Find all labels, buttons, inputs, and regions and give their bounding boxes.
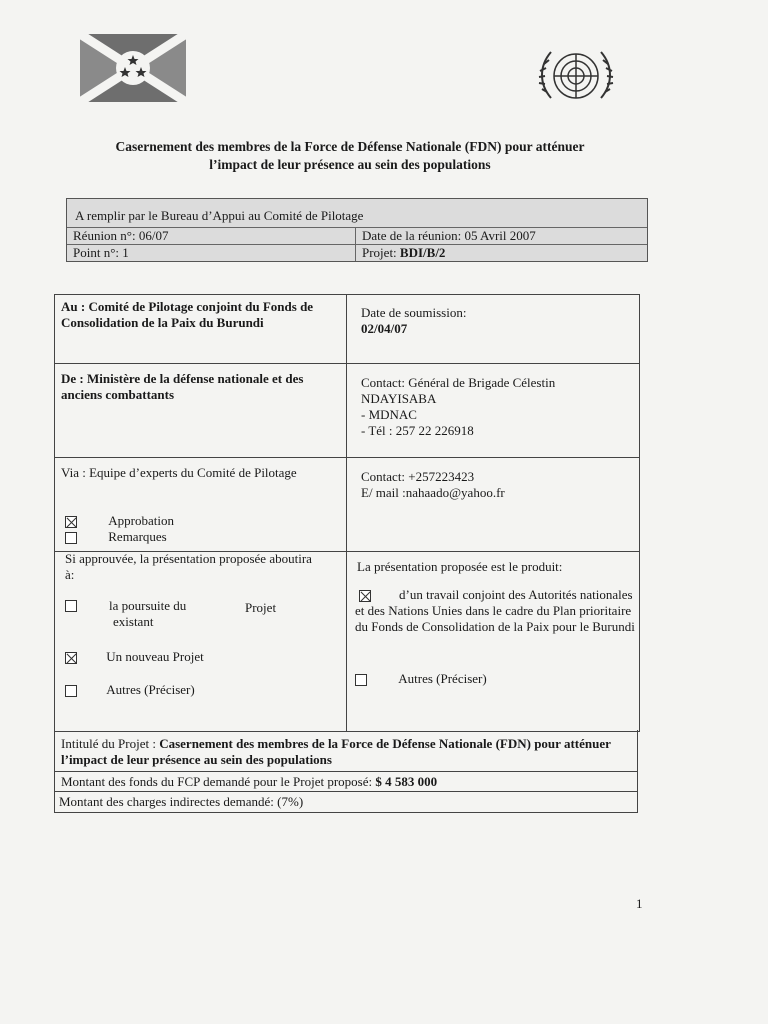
au-cell xyxy=(55,295,346,335)
nouveau-projet-checkbox[interactable] xyxy=(65,652,77,664)
montant-row xyxy=(55,772,637,792)
autres-right-option xyxy=(355,671,487,687)
page-number: 1 xyxy=(636,896,643,911)
intitule-prefix: Intitulé du Projet : xyxy=(61,736,160,751)
project-summary-box xyxy=(54,730,638,813)
document-title xyxy=(70,138,630,174)
charges-row: Montant des charges indirectes demandé: (7%) xyxy=(59,794,304,809)
point-number: Point n°: 1 xyxy=(67,245,356,261)
remarques-option xyxy=(65,529,167,545)
submission-form-table xyxy=(54,294,640,732)
nouveau-projet-label: Un nouveau Projet xyxy=(106,649,204,664)
autres-right-label: Autres (Préciser) xyxy=(398,671,487,686)
poursuite-option xyxy=(65,597,77,613)
form-divider-1 xyxy=(55,363,639,364)
via-email: E/ mail :nahaado@yahoo.fr xyxy=(361,485,505,500)
de-text: Ministère de la défense nationale et des anciens combattants xyxy=(61,371,304,402)
contact-line-3: - MDNAC xyxy=(361,407,417,422)
via-cell xyxy=(55,461,305,485)
approbation-label: Approbation xyxy=(108,513,174,528)
burundi-flag-icon xyxy=(80,34,186,102)
de-prefix: De : xyxy=(61,371,87,386)
si-approuvee-text: Si approuvée, la présentation proposée aboutira à: xyxy=(65,551,312,582)
remarques-checkbox[interactable] xyxy=(65,532,77,544)
travail-text: d’un travail conjoint des Autorités nationales et des Nations Unies dans le cadre du Plan prioritaire du Fonds de Consolidation de la Paix pour le Burundi xyxy=(355,587,635,634)
intitule-text: Casernement des membres de la Force de Défense Nationale (FDN) pour atténuer l’impact de leur présence au sein des populations xyxy=(61,736,611,767)
bureau-table xyxy=(66,198,648,262)
title-line-1: Casernement des membres de la Force de Défense Nationale (FDN) pour atténuer xyxy=(115,139,585,154)
contact-cell xyxy=(355,371,637,443)
bureau-header: A remplir par le Bureau d’Appui au Comité de Pilotage xyxy=(67,199,647,228)
poursuite-label xyxy=(109,598,186,630)
autres-left-checkbox[interactable] xyxy=(65,685,77,697)
reunion-date: Date de la réunion: 05 Avril 2007 xyxy=(362,228,536,243)
poursuite-checkbox[interactable] xyxy=(65,600,77,612)
un-emblem-icon xyxy=(533,40,619,116)
via-contact: Contact: +257223423 xyxy=(361,469,475,484)
contact-line-2: NDAYISABA xyxy=(361,391,437,406)
date-soumission-label: Date de soumission: xyxy=(361,305,467,320)
autres-left-option xyxy=(65,682,195,698)
contact-line-4: - Tél : 257 22 226918 xyxy=(361,423,474,438)
nouveau-projet-option xyxy=(65,649,204,665)
projet-code: BDI/B/2 xyxy=(399,245,446,260)
remarques-label: Remarques xyxy=(108,529,167,544)
form-column-divider xyxy=(346,295,347,731)
approbation-checkbox[interactable] xyxy=(65,516,77,528)
form-divider-2 xyxy=(55,457,639,458)
date-soumission-value: 02/04/07 xyxy=(361,321,408,336)
approbation-option xyxy=(65,513,174,529)
projet-word: Projet xyxy=(245,600,277,615)
reunion-number: Réunion n°: 06/07 xyxy=(67,228,356,244)
montant-value: $ 4 583 000 xyxy=(375,774,438,789)
autres-right-checkbox[interactable] xyxy=(355,674,367,686)
poursuite-label-line2: existant xyxy=(113,614,154,629)
title-line-2: l’impact de leur présence au sein des populations xyxy=(209,157,491,172)
bureau-row-2 xyxy=(67,245,647,261)
produit-header: La présentation proposée est le produit: xyxy=(357,559,563,574)
au-text: Comité de Pilotage conjoint du Fonds de Consolidation de la Paix du Burundi xyxy=(61,299,314,330)
projet-label: Projet: xyxy=(362,245,400,260)
via-contact-cell xyxy=(355,465,637,505)
au-prefix: Au : xyxy=(61,299,89,314)
autres-left-label: Autres (Préciser) xyxy=(106,682,195,697)
poursuite-label-line1: la poursuite du xyxy=(109,598,187,613)
intitule-row xyxy=(55,730,637,772)
bureau-row-1 xyxy=(67,228,647,245)
montant-label: Montant des fonds du FCP demandé pour le Projet proposé: xyxy=(61,774,376,789)
projet-code-cell xyxy=(356,245,647,261)
contact-line-1: Contact: Général de Brigade Célestin xyxy=(361,375,556,390)
via-text: Via : Equipe d’experts du Comité de Pilotage xyxy=(61,465,297,480)
date-soumission-cell xyxy=(355,301,635,341)
de-cell xyxy=(55,367,346,407)
